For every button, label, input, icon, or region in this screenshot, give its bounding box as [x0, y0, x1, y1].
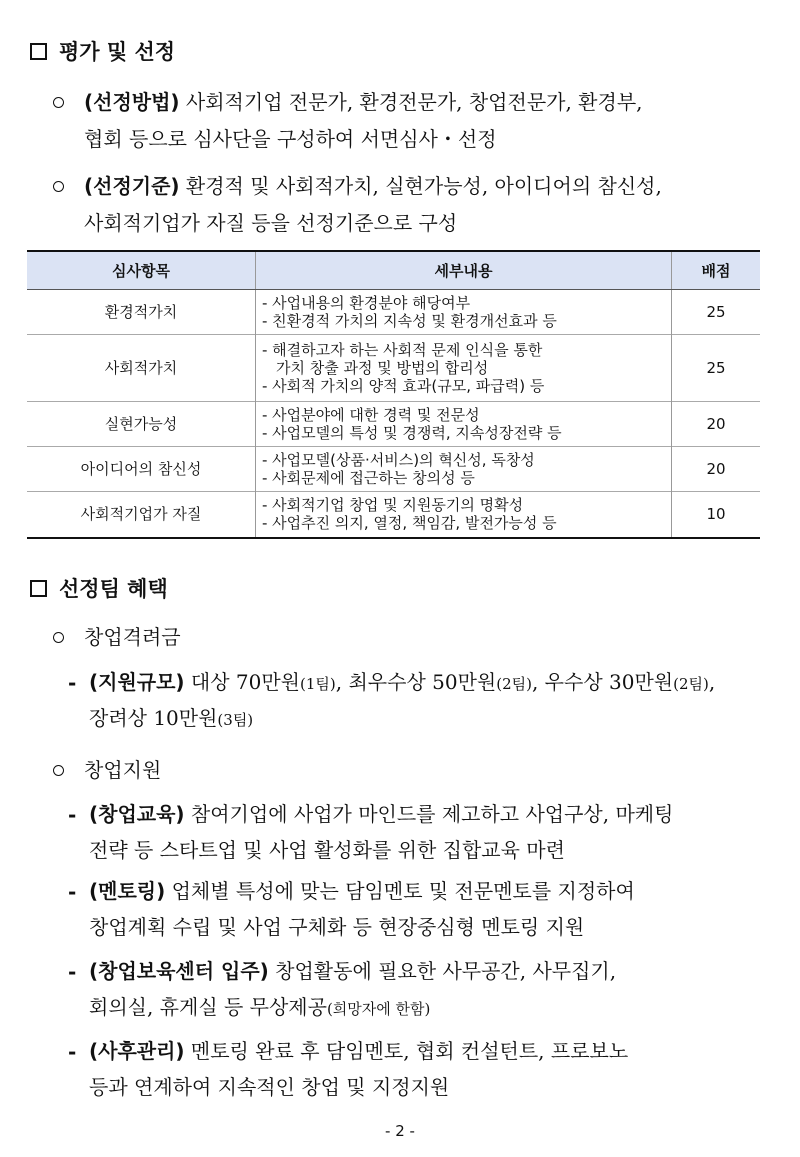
- row-item: 아이디어의 참신성: [27, 447, 256, 492]
- prize-text: , 최우수상 50만원: [335, 670, 497, 694]
- prize-team-count: (1팀): [300, 675, 336, 693]
- incubation-text: 회의실, 휴게실 등 무상제공: [89, 995, 327, 1019]
- dash-bullet: -: [68, 880, 77, 904]
- education-line2: 전략 등 스타트업 및 사업 활성화를 위한 집합교육 마련: [89, 838, 565, 862]
- detail-line: - 친환경적 가치의 지속성 및 환경개선효과 등: [262, 312, 557, 330]
- table-row: [27, 492, 760, 538]
- prize-team-count: (2팀): [673, 675, 709, 693]
- mentoring-line2: 창업계획 수립 및 사업 구체화 등 현장중심형 멘토링 지원: [89, 915, 585, 939]
- table-row: [27, 335, 760, 402]
- row-score: 25: [672, 290, 761, 335]
- detail-line: - 사업추진 의지, 열정, 책임감, 발전가능성 등: [262, 514, 557, 533]
- prize-team-count: (2팀): [496, 675, 532, 693]
- circle-bullet-icon: [53, 181, 64, 192]
- dash-bullet: -: [68, 671, 77, 695]
- aftercare-line1: 멘토링 완료 후 담임멘토, 협회 컨설턴트, 프로보노: [184, 1039, 629, 1063]
- support-heading: 창업지원: [84, 758, 162, 782]
- row-score: 25: [672, 335, 761, 402]
- square-bullet-icon: [30, 43, 47, 60]
- dash-bullet: -: [68, 803, 77, 827]
- row-detail: [256, 290, 672, 335]
- criteria-paragraph-line2: 사회적기업가 자질 등을 선정기준으로 구성: [84, 211, 458, 235]
- prize-label: (지원규모): [89, 670, 185, 694]
- circle-bullet-icon: [53, 765, 64, 776]
- table-row: [27, 402, 760, 447]
- table-header-row: [27, 251, 760, 290]
- row-score: 20: [672, 402, 761, 447]
- row-item: 사회적기업가 자질: [27, 492, 256, 538]
- row-item: 사회적가치: [27, 335, 256, 402]
- dash-bullet: -: [68, 1040, 77, 1064]
- row-detail: [256, 335, 672, 402]
- prize-text: 장려상 10만원: [89, 706, 218, 730]
- criteria-label: (선정기준): [84, 174, 180, 198]
- incubation-line2: [89, 988, 430, 1028]
- method-line1: 사회적기업 전문가, 환경전문가, 창업전문가, 환경부,: [179, 90, 643, 114]
- prize-text: ,: [708, 670, 716, 694]
- dash-bullet: -: [68, 960, 77, 984]
- prize-paragraph: [89, 663, 715, 703]
- incubation-label: (창업보육센터 입주): [89, 959, 269, 983]
- detail-line: 가치 창출 과정 및 방법의 합리성: [276, 359, 489, 377]
- method-label: (선정방법): [84, 90, 180, 114]
- row-detail: [256, 402, 672, 447]
- detail-line: - 사회적 가치의 양적 효과(규모, 파급력) 등: [262, 377, 545, 395]
- page-number: - 2 -: [385, 1122, 415, 1140]
- detail-line: - 사업분야에 대한 경력 및 전문성: [262, 406, 480, 424]
- row-item: 환경적가치: [27, 290, 256, 335]
- section-title: 평가 및 선정: [59, 40, 176, 64]
- row-detail: [256, 447, 672, 492]
- criteria-table: [27, 250, 760, 539]
- circle-bullet-icon: [53, 97, 64, 108]
- aftercare-line2: 등과 연계하여 지속적인 창업 및 지정지원: [89, 1075, 450, 1099]
- header-item: 심사항목: [27, 251, 256, 290]
- detail-line: - 사업모델의 특성 및 경쟁력, 지속성장전략 등: [262, 424, 562, 442]
- education-paragraph: [89, 795, 673, 833]
- circle-bullet-icon: [53, 632, 64, 643]
- incubation-paragraph: [89, 952, 616, 990]
- mentoring-line1: 업체별 특성에 맞는 담임멘토 및 전문멘토를 지정하여: [165, 879, 635, 903]
- detail-line: - 사회적기업 창업 및 지원동기의 명확성: [262, 496, 524, 515]
- row-item: 실현가능성: [27, 402, 256, 447]
- row-score: 10: [672, 492, 761, 538]
- incubation-note: (희망자에 한함): [326, 1000, 431, 1018]
- aftercare-label: (사후관리): [89, 1039, 185, 1063]
- row-detail: [256, 492, 672, 538]
- mentoring-label: (멘토링): [89, 879, 166, 903]
- prize-team-count: (3팀): [217, 711, 254, 729]
- method-paragraph: [84, 83, 643, 121]
- criteria-paragraph: [84, 167, 662, 205]
- section-title: 선정팀 혜택: [59, 577, 168, 601]
- mentoring-paragraph: [89, 872, 635, 910]
- section-heading-evaluation: [30, 36, 175, 66]
- detail-line: - 해결하고자 하는 사회적 문제 인식을 통한: [262, 341, 543, 359]
- row-score: 20: [672, 447, 761, 492]
- header-detail: 세부내용: [256, 251, 672, 290]
- detail-line: - 사회문제에 접근하는 창의성 등: [262, 469, 475, 487]
- prize-paragraph-line2: [89, 699, 253, 739]
- table-row: [27, 447, 760, 492]
- prize-heading: 창업격려금: [84, 625, 181, 649]
- detail-line: - 사업모델(상품·서비스)의 혁신성, 독창성: [262, 451, 535, 469]
- aftercare-paragraph: [89, 1032, 628, 1070]
- education-label: (창업교육): [89, 802, 185, 826]
- square-bullet-icon: [30, 580, 47, 597]
- prize-text: , 우수상 30만원: [531, 670, 674, 694]
- criteria-line1: 환경적 및 사회적가치, 실현가능성, 아이디어의 참신성,: [179, 174, 662, 198]
- detail-line: - 사업내용의 환경분야 해당여부: [262, 294, 471, 312]
- section-heading-benefits: [30, 573, 168, 603]
- table-row: [27, 290, 760, 335]
- education-line1: 참여기업에 사업가 마인드를 제고하고 사업구상, 마케팅: [184, 802, 674, 826]
- incubation-line1: 창업활동에 필요한 사무공간, 사무집기,: [268, 959, 617, 983]
- method-paragraph-line2: 협회 등으로 심사단을 구성하여 서면심사・선정: [84, 127, 497, 151]
- prize-text: 대상 70만원: [184, 670, 301, 694]
- header-score: 배점: [672, 251, 761, 290]
